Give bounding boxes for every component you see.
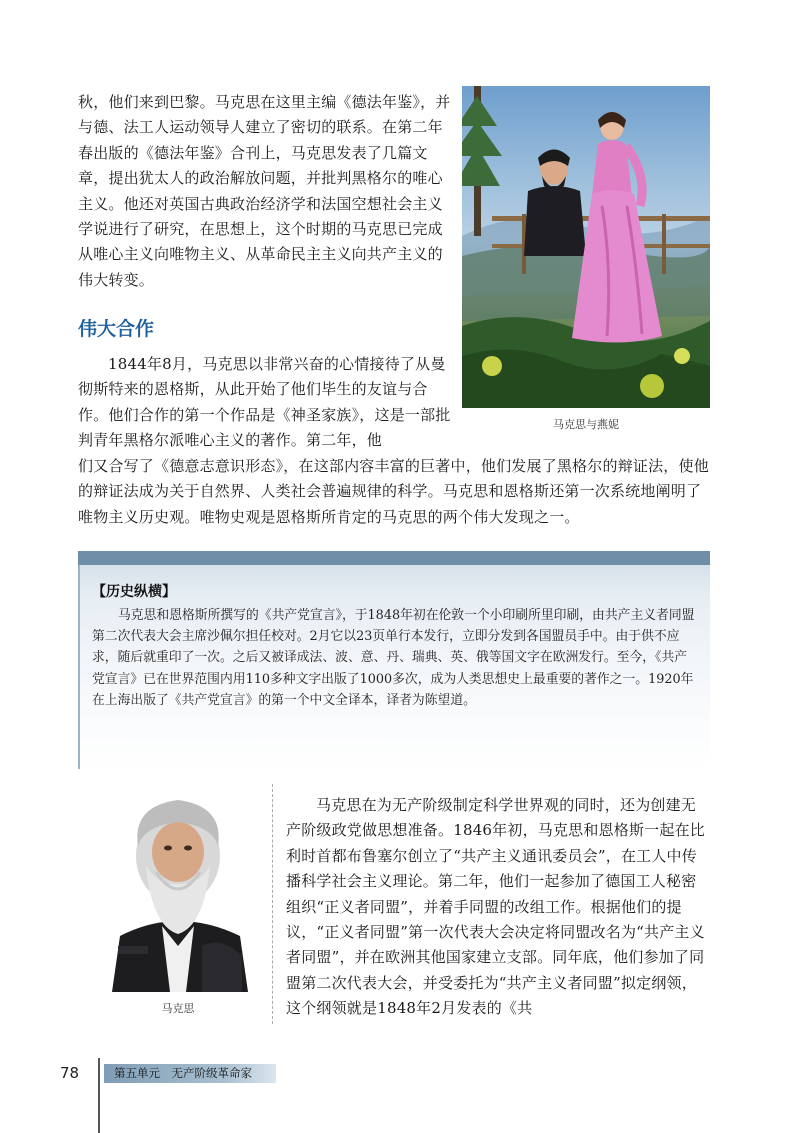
marx-and-jenny-painting: [462, 86, 710, 408]
box-top-bar: [78, 551, 710, 565]
box-body-text: 马克思和恩格斯所撰写的《共产党宣言》，于1848年初在伦敦一个小印刷所里印刷，由共产主义者同盟第二次代表大会主席沙佩尔担任校对。2月它以23页单行本发行，立即分发到各国盟员手中。由于供不应求，随后就重印了一次。之后又被译成法、波、意、丹、瑞典、英、俄等国文字在欧洲发行。至今，《共产党宣言》已在世界范围内用110多种文字出版了1000多次，成为人类思想史上最重要的著作之一。1920年在上海出版了《共产党宣言》的第一个中文全译本，译者为陈望道。: [92, 608, 695, 708]
cooperation-paragraph-2: 们又合写了《德意志意识形态》，在这部内容丰富的巨著中，他们发展了黑格尔的辩证法，使他的辩证法成为关于自然界、人类社会普遍规律的科学。马克思和恩格斯还第一次系统地阐明了唯物主义历史观。唯物史观是恩格斯所肯定的马克思的两个伟大发现之一。: [78, 457, 709, 526]
marx-portrait: [102, 786, 254, 992]
footer-vertical-line: [98, 1058, 100, 1133]
painting-caption: 马克思与燕妮: [553, 418, 619, 431]
painting-illustration: [462, 86, 710, 408]
box-title: 【历史纵横】: [92, 584, 176, 600]
portrait-caption: 马克思: [161, 1002, 195, 1015]
unit-title-bar: 第五单元 无产阶级革命家: [104, 1064, 276, 1083]
marx-paragraph: 马克思在为无产阶级制定科学世界观的同时，还为创建无产阶级政党做思想准备。1846年初，马克思和恩格斯一起在比利时首都布鲁塞尔创立了“共产主义通讯委员会”，在工人中传播科学社会主义理论。第二年，他们一起参加了德国工人秘密组织“正义者同盟”，并着手同盟的改组工作。根据他们的提议，“正义者同盟”第一次代表大会决定将同盟改名为“共产主义者同盟”，并在欧洲其他国家建立支部。同年底，他们参加了同盟第二次代表大会，并受委托为“共产主义者同盟”拟定纲领，这个纲领就是1848年2月发表的《共: [286, 796, 705, 1018]
page-number: 78: [60, 1064, 80, 1082]
box-left-edge: [78, 565, 80, 769]
dashed-divider: [272, 784, 273, 1024]
portrait-illustration: [102, 786, 254, 992]
history-sidebar-box: [78, 551, 710, 769]
cooperation-paragraph-1: 1844年8月，马克思以非常兴奋的心情接待了从曼彻斯特来的恩格斯，从此开始了他们毕生的友谊与合作。他们合作的第一个作品是《神圣家族》，这是一部批判青年黑格尔派唯心主义的著作。第二年，他: [78, 355, 451, 450]
intro-paragraph: 秋，他们来到巴黎。马克思在这里主编《德法年鉴》，并与德、法工人运动领导人建立了密切的联系。在第二年春出版的《德法年鉴》合刊上，马克思发表了几篇文章，提出犹太人的政治解放问题，并批判黑格尔的唯心主义。他还对英国古典政治经济学和法国空想社会主义学说进行了研究，在思想上，这个时期的马克思已完成从唯心主义向唯物主义、从革命民主主义向共产主义的伟大转变。: [78, 93, 451, 289]
section-heading: 伟大合作: [78, 318, 155, 340]
